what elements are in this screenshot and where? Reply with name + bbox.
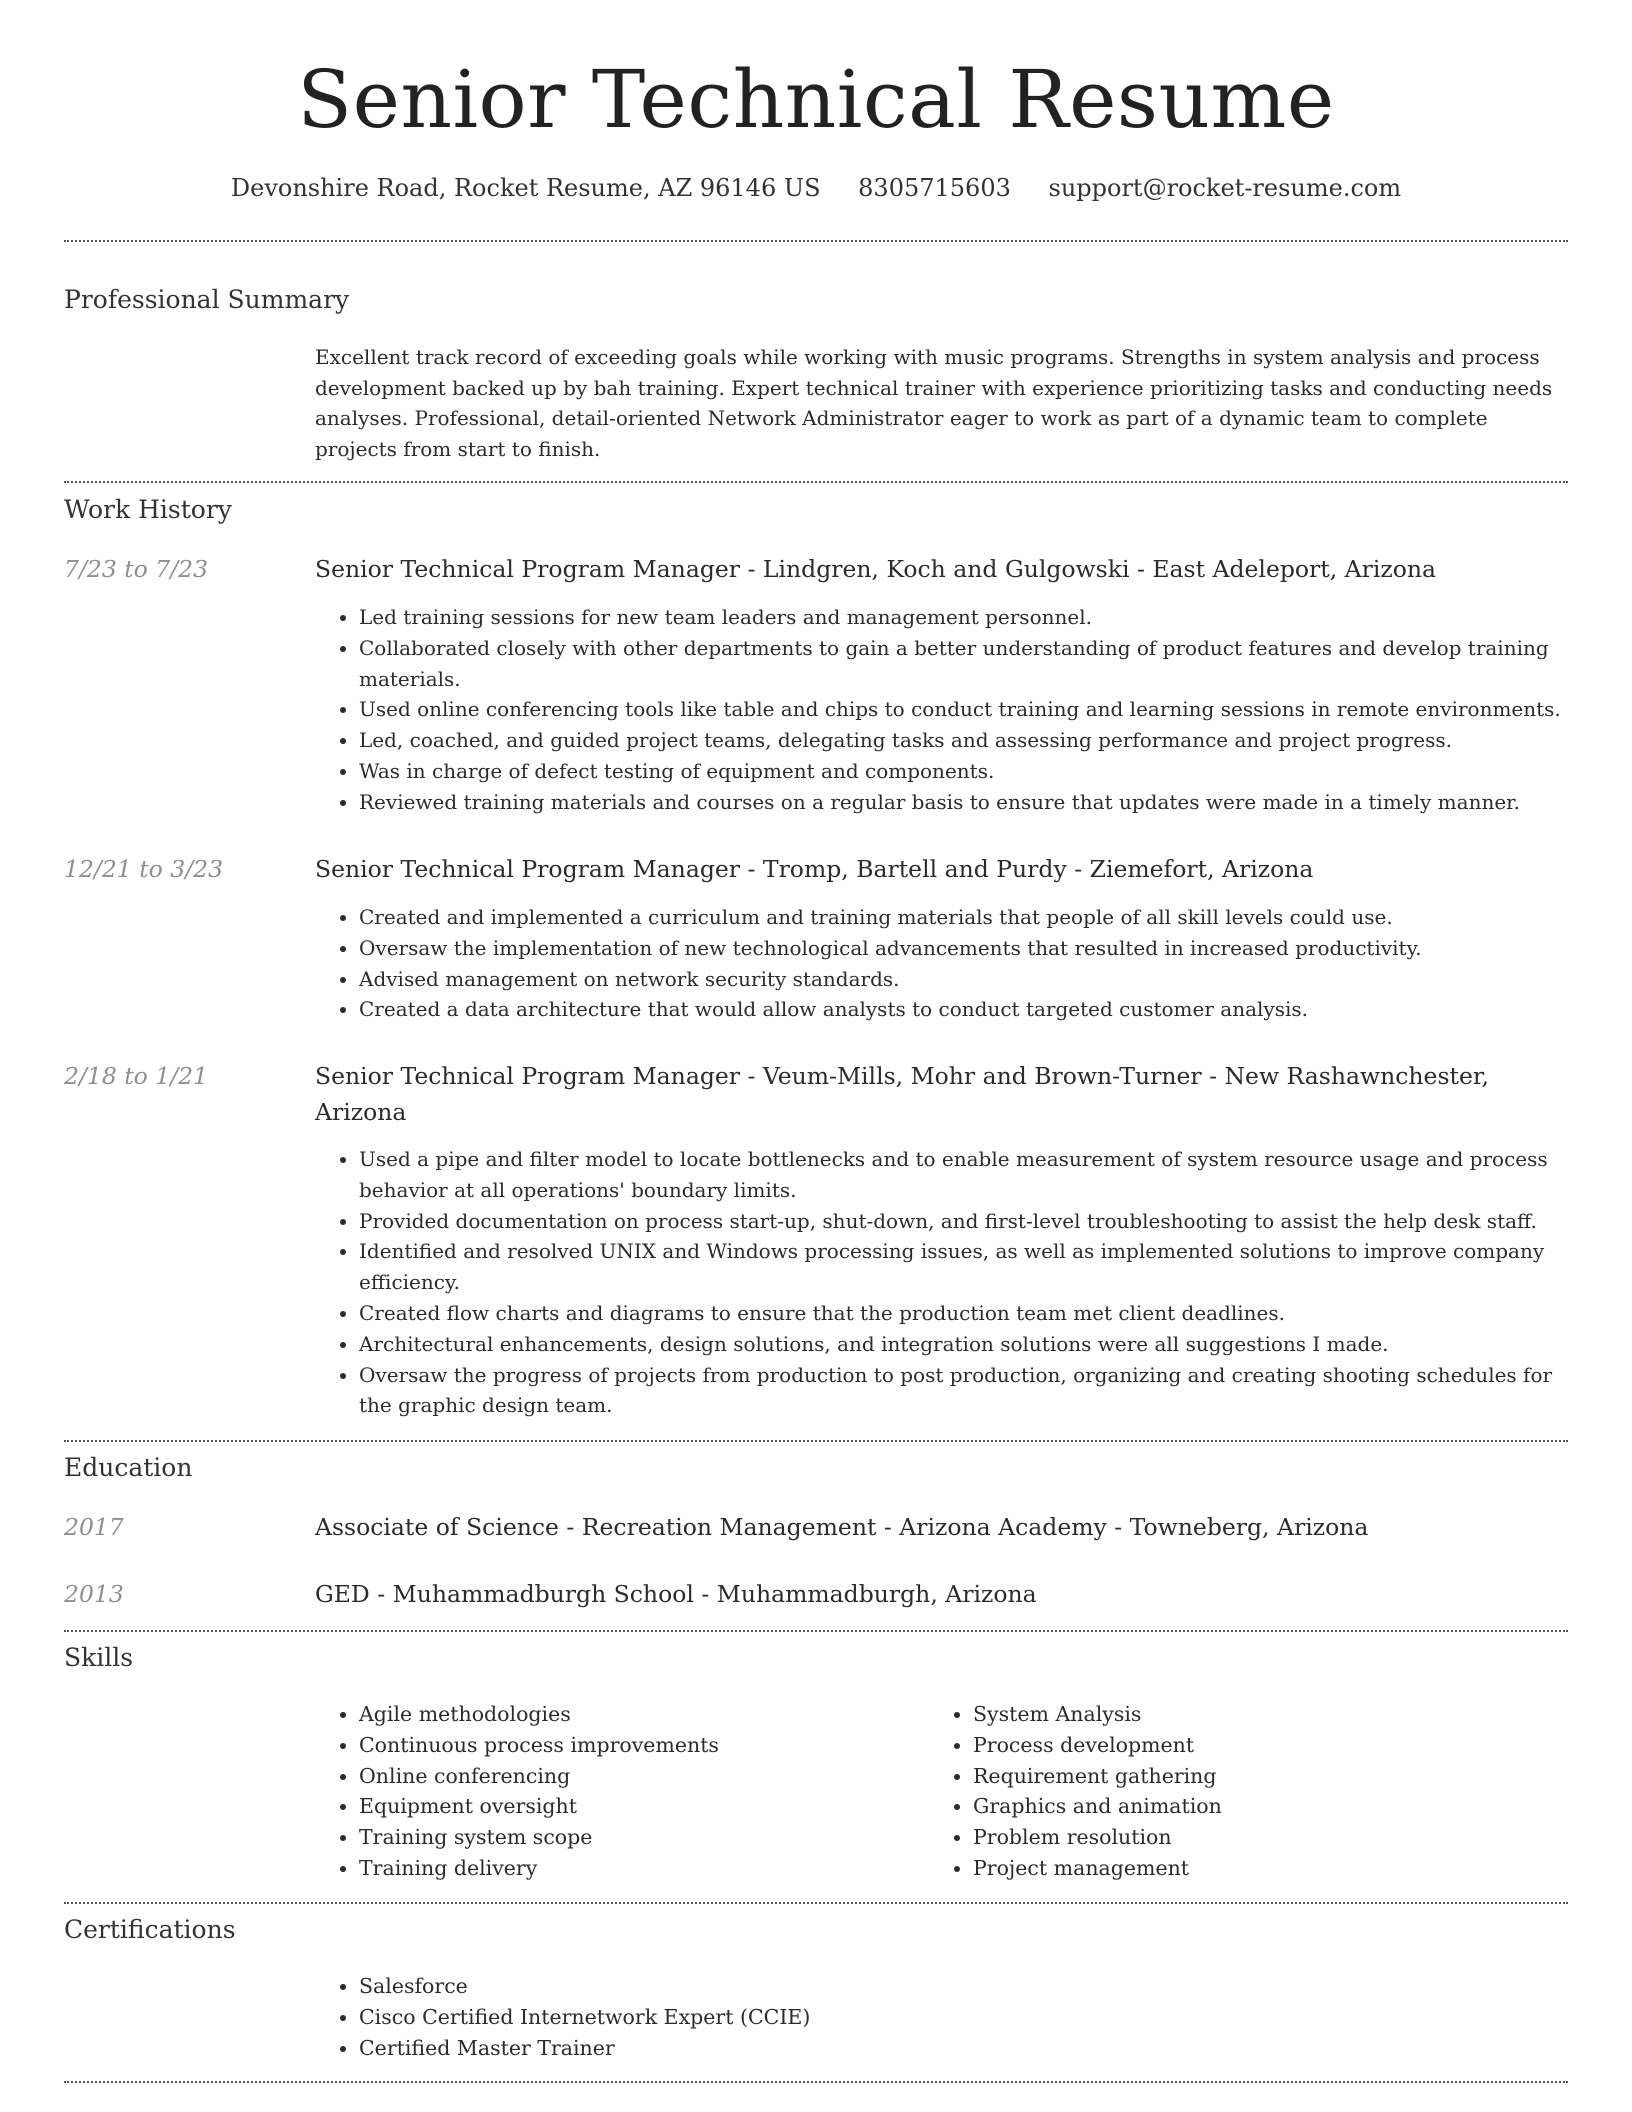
list-item: • Reviewed training materials and courses on a regular basis to ensure that updates were made in a timely manner.	[359, 787, 1570, 818]
list-item: • Cisco Certified Internetwork Expert (CCIE)	[359, 2002, 1570, 2033]
job-bullets	[315, 1144, 1570, 1421]
job-dates: 2/18 to 1/21	[64, 1062, 209, 1090]
list-item: • System Analysis	[973, 1699, 1529, 1730]
list-item: • Project management	[973, 1853, 1529, 1884]
list-item: • Led, coached, and guided project teams, delegating tasks and assessing performance and project progress.	[359, 725, 1570, 756]
list-item: • Problem resolution	[973, 1822, 1529, 1853]
job-bullets	[315, 602, 1570, 818]
list-item: • Oversaw the implementation of new technological advancements that resulted in increased productivity.	[359, 933, 1570, 964]
section-title-work: Work History	[64, 495, 232, 524]
job-heading: Senior Technical Program Manager - Veum-Mills, Mohr and Brown-Turner - New Rashawnchester, Arizona	[315, 1062, 1489, 1126]
list-item: • Requirement gathering	[973, 1761, 1529, 1792]
list-item: • Provided documentation on process start-up, shut-down, and first-level troubleshooting to assist the help desk staff.	[359, 1206, 1570, 1237]
job-bullets	[315, 902, 1570, 1025]
list-item: • Graphics and animation	[973, 1791, 1529, 1822]
divider	[64, 240, 1568, 242]
list-item: • Was in charge of defect testing of equipment and components.	[359, 756, 1570, 787]
contact-info	[0, 168, 1632, 208]
skills-list-left	[315, 1699, 915, 1884]
list-item: • Created a data architecture that would allow analysts to conduct targeted customer analysis.	[359, 994, 1570, 1025]
list-item: • Training system scope	[359, 1822, 915, 1853]
job-heading: Senior Technical Program Manager - Tromp, Bartell and Purdy - Ziemefort, Arizona	[315, 855, 1314, 883]
divider	[64, 2081, 1568, 2083]
education-year: 2017	[64, 1513, 124, 1541]
list-item: • Led training sessions for new team leaders and management personnel.	[359, 602, 1570, 633]
section-title-education: Education	[64, 1453, 193, 1482]
skills-list-right	[929, 1699, 1529, 1884]
section-title-summary: Professional Summary	[64, 285, 350, 314]
job-dates: 7/23 to 7/23	[64, 555, 209, 583]
list-item: • Collaborated closely with other departments to gain a better understanding of product features and develop training materials.	[359, 633, 1570, 695]
list-item: • Salesforce	[359, 1971, 1570, 2002]
education-entry: Associate of Science - Recreation Management - Arizona Academy - Towneberg, Arizona	[315, 1513, 1369, 1541]
list-item: • Created flow charts and diagrams to ensure that the production team met client deadlines.	[359, 1298, 1570, 1329]
list-item: • Oversaw the progress of projects from production to post production, organizing and creating shooting schedules for the graphic design team.	[359, 1360, 1570, 1422]
summary-text: Excellent track record of exceeding goals while working with music programs. Strengths in system analysis and process development backed up by bah training. Expert technical trainer with experience prioritizing tasks and conducting needs analyses. Professional, detail-oriented Network Administrator eager to work as part of a dynamic team to complete projects from start to finish.	[315, 345, 1553, 461]
list-item: • Training delivery	[359, 1853, 915, 1884]
list-item: • Advised management on network security standards.	[359, 964, 1570, 995]
list-item: • Process development	[973, 1730, 1529, 1761]
contact-phone: 8305715603	[858, 174, 1011, 202]
resume-title: Senior Technical Resume	[297, 53, 1335, 146]
list-item: • Equipment oversight	[359, 1791, 915, 1822]
education-entry: GED - Muhammadburgh School - Muhammadburgh, Arizona	[315, 1580, 1037, 1608]
list-item: • Architectural enhancements, design solutions, and integration solutions were all suggestions I made.	[359, 1329, 1570, 1360]
section-title-skills: Skills	[64, 1643, 134, 1672]
section-title-certifications: Certifications	[64, 1915, 236, 1944]
education-year: 2013	[64, 1580, 124, 1608]
list-item: • Identified and resolved UNIX and Windows processing issues, as well as implemented solutions to improve company efficiency.	[359, 1236, 1570, 1298]
list-item: • Created and implemented a curriculum and training materials that people of all skill levels could use.	[359, 902, 1570, 933]
divider	[64, 481, 1568, 483]
list-item: • Agile methodologies	[359, 1699, 915, 1730]
job-heading: Senior Technical Program Manager - Lindgren, Koch and Gulgowski - East Adeleport, Arizona	[315, 555, 1437, 583]
job-dates: 12/21 to 3/23	[64, 855, 224, 883]
contact-address: Devonshire Road, Rocket Resume, AZ 96146 US	[230, 174, 821, 202]
certifications-list	[315, 1971, 1570, 2063]
list-item: • Certified Master Trainer	[359, 2033, 1570, 2064]
divider	[64, 1440, 1568, 1442]
divider	[64, 1630, 1568, 1632]
contact-email: support@rocket-resume.com	[1048, 174, 1402, 202]
list-item: • Used a pipe and filter model to locate bottlenecks and to enable measurement of system resource usage and process behavior at all operations' boundary limits.	[359, 1144, 1570, 1206]
list-item: • Used online conferencing tools like table and chips to conduct training and learning sessions in remote environments.	[359, 694, 1570, 725]
list-item: • Continuous process improvements	[359, 1730, 915, 1761]
list-item: • Online conferencing	[359, 1761, 915, 1792]
divider	[64, 1902, 1568, 1904]
